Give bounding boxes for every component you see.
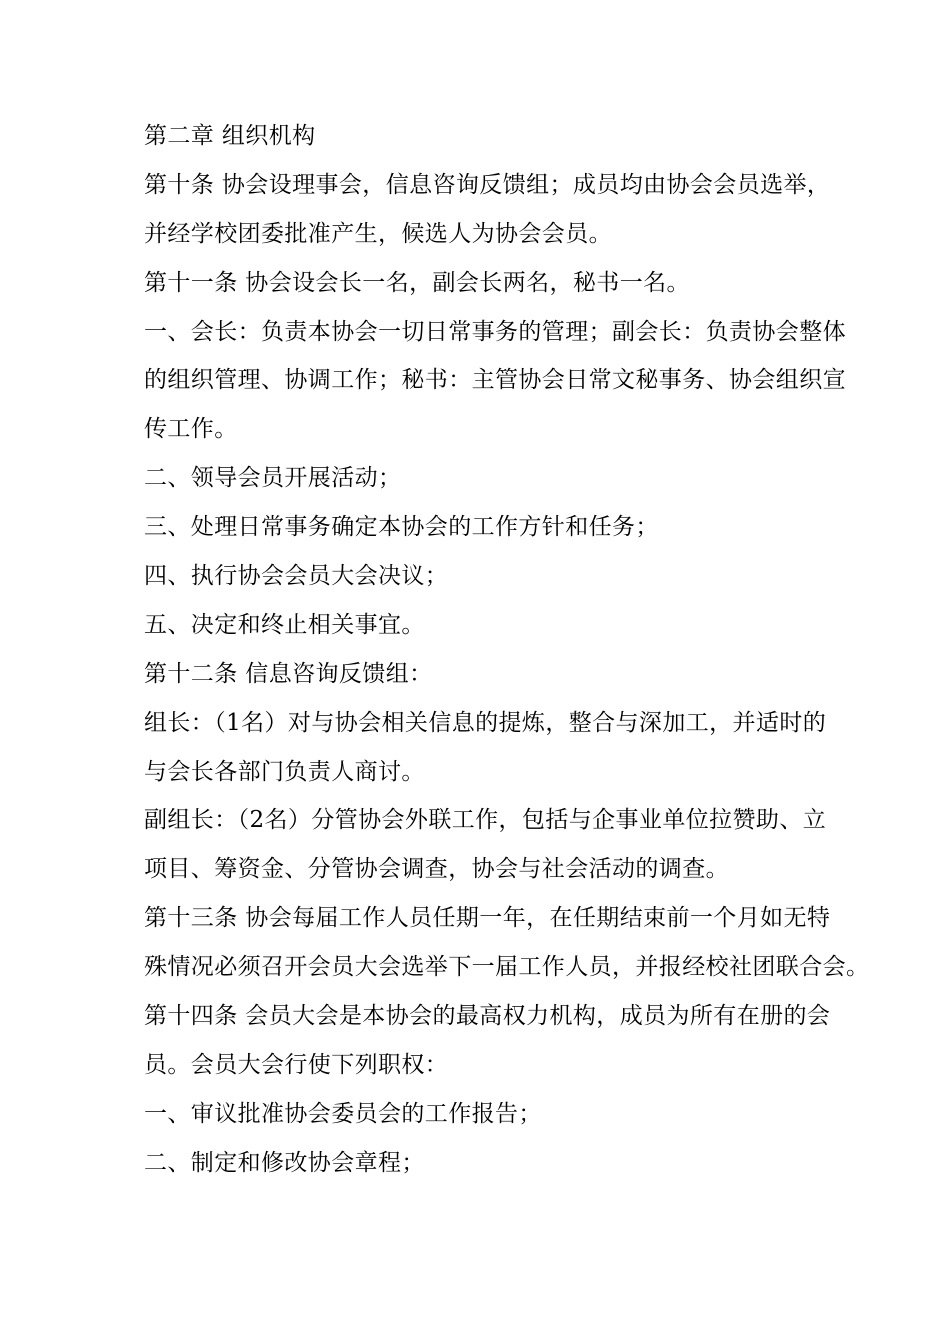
text-line: 并经学校团委批准产生，候选人为协会会员。 xyxy=(144,220,612,247)
text-line: 一、会长：负责本协会一切日常事务的管理；副会长：负责协会整体 xyxy=(144,318,846,345)
text-line: 组长：（1名）对与协会相关信息的提炼，整合与深加工，并适时的 xyxy=(144,709,827,736)
text-line: 第十一条 协会设会长一名，副会长两名，秘书一名。 xyxy=(144,269,690,296)
text-line: 第二章 组织机构 xyxy=(144,123,316,149)
text-line: 四、执行协会会员大会决议； xyxy=(144,563,449,590)
document-body xyxy=(144,112,870,1188)
text-line: 殊情况必须召开会员大会选举下一届工作人员，并报经校社团联合会。 xyxy=(144,954,870,981)
text-line: 员。会员大会行使下列职权： xyxy=(144,1051,449,1078)
text-line: 第十条 协会设理事会，信息咨询反馈组；成员均由协会会员选举， xyxy=(144,171,831,198)
text-line: 第十四条 会员大会是本协会的最高权力机构，成员为所有在册的会 xyxy=(144,1003,831,1030)
text-line: 五、决定和终止相关事宜。 xyxy=(144,611,425,638)
text-line: 三、处理日常事务确定本协会的工作方针和任务； xyxy=(144,514,659,541)
text-line: 与会长各部门负责人商讨。 xyxy=(144,758,425,785)
text-line: 一、审议批准协会委员会的工作报告； xyxy=(144,1100,542,1127)
text-line: 的组织管理、协调工作；秘书：主管协会日常文秘事务、协会组织宣 xyxy=(144,367,846,394)
text-line: 传工作。 xyxy=(144,416,238,443)
text-line: 二、制定和修改协会章程； xyxy=(144,1149,425,1176)
text-line: 二、领导会员开展活动； xyxy=(144,465,402,492)
text-line: 第十二条 信息咨询反馈组： xyxy=(144,660,433,687)
text-line: 项目、筹资金、分管协会调查，协会与社会活动的调查。 xyxy=(144,856,729,883)
text-line: 第十三条 协会每届工作人员任期一年，在任期结束前一个月如无特 xyxy=(144,905,831,932)
text-line: 副组长：（2名）分管协会外联工作，包括与企事业单位拉赞助、立 xyxy=(144,807,827,834)
